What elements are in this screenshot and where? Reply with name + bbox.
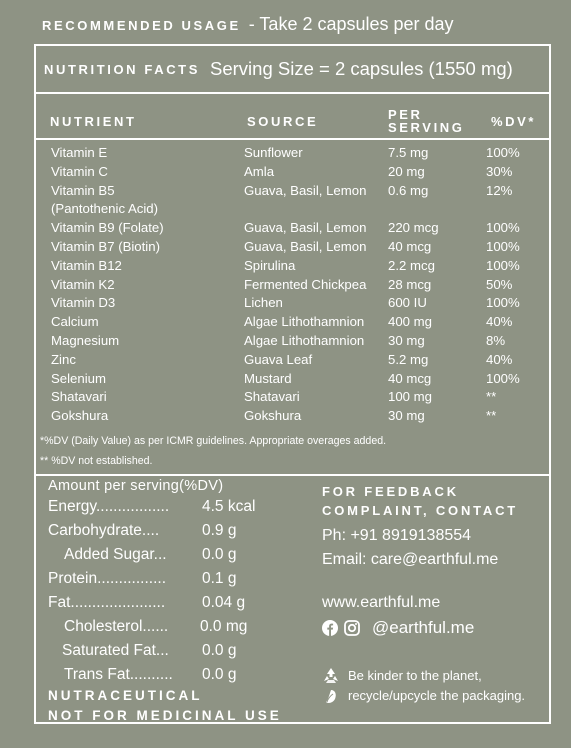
dv-cell: 100% xyxy=(486,370,520,386)
nutrient-cell: Vitamin B5 xyxy=(51,182,115,198)
table-row xyxy=(36,182,549,201)
table-row xyxy=(36,163,549,182)
table-row xyxy=(36,407,549,426)
footnote-not-established: ** %DV not established. xyxy=(40,455,153,467)
amount-label: Fat...................... xyxy=(48,594,166,611)
nutrition-facts-header xyxy=(36,46,549,94)
table-row xyxy=(36,276,549,295)
table-row xyxy=(36,388,549,407)
source-cell: Sunflower xyxy=(244,145,303,160)
recycle-text xyxy=(348,666,525,706)
nutrient-cell: Gokshura xyxy=(51,408,109,424)
amount-cell: 2.2 mcg xyxy=(388,257,435,273)
amount-cell: 7.5 mg xyxy=(388,145,429,160)
col-per-line2: SERVING xyxy=(388,120,465,135)
facebook-icon[interactable] xyxy=(322,620,338,636)
amount-label: Saturated Fat... xyxy=(62,642,169,659)
footnote-divider xyxy=(36,474,549,476)
col-per-serving xyxy=(388,106,464,136)
nutrient-cell: Magnesium xyxy=(51,332,120,348)
col-dv: %DV* xyxy=(491,113,537,129)
nutrition-panel xyxy=(34,44,551,724)
dv-cell: 40% xyxy=(486,314,513,330)
amount-label: Trans Fat.......... xyxy=(64,666,173,683)
amount-label: Protein................ xyxy=(48,570,167,587)
nutrient-table xyxy=(36,144,549,426)
usage-label: RECOMMENDED USAGE xyxy=(42,18,241,33)
footnote-dv: *%DV (Daily Value) as per ICMR guidelines. Appropriate overages added. xyxy=(40,435,387,447)
amount-cell: 40 mcg xyxy=(388,370,432,386)
amount-cell: 40 mcg xyxy=(388,238,432,254)
source-cell: Shatavari xyxy=(244,389,300,405)
amount-cell: 0.6 mg xyxy=(388,182,429,198)
amount-value: 0.9 g xyxy=(202,522,237,539)
dv-cell: 12% xyxy=(486,182,513,198)
nutrient-cell: Vitamin E xyxy=(51,145,108,160)
recycle-note xyxy=(322,666,525,706)
dv-cell: ** xyxy=(486,408,497,424)
nutrient-cell: Vitamin B7 (Biotin) xyxy=(51,238,160,254)
dv-cell: 8% xyxy=(486,332,506,348)
amount-per-serving-title: Amount per serving(%DV) xyxy=(48,478,224,494)
recycle-line2: recycle/upcycle the packaging. xyxy=(348,688,526,703)
feedback-heading: FOR FEEDBACK xyxy=(322,484,459,499)
complaint-heading: COMPLAINT, CONTACT xyxy=(322,503,519,518)
amount-label: Carbohydrate.... xyxy=(48,522,160,539)
amount-cell: 30 mg xyxy=(388,408,425,424)
source-cell: Amla xyxy=(244,163,275,179)
source-cell: Guava Leaf xyxy=(244,351,313,367)
nutrition-facts-label: NUTRITION FACTS xyxy=(44,61,200,77)
dv-cell: 100% xyxy=(486,295,520,311)
dv-cell: ** xyxy=(486,389,497,405)
nutrient-cell: Calcium xyxy=(51,314,99,330)
table-row xyxy=(36,332,549,351)
table-row xyxy=(36,370,549,389)
source-cell: Guava, Basil, Lemon xyxy=(244,182,367,198)
amount-cell: 600 IU xyxy=(388,295,427,311)
serving-size: Serving Size = 2 capsules (1550 mg) xyxy=(210,58,513,79)
nutrient-cell: Vitamin B9 (Folate) xyxy=(51,220,164,236)
amount-value: 0.0 g xyxy=(202,642,237,659)
table-row xyxy=(36,313,549,332)
recycle-line1: Be kinder to the planet, xyxy=(348,668,482,683)
dv-cell: 100% xyxy=(486,238,520,254)
table-row xyxy=(36,219,549,238)
header-divider xyxy=(36,138,549,140)
amount-value: 0.04 g xyxy=(202,594,246,611)
amount-cell: 100 mg xyxy=(388,389,432,405)
amount-cell: 220 mcg xyxy=(388,220,439,236)
table-row xyxy=(36,144,549,163)
source-cell: Algae Lithothamnion xyxy=(244,314,365,330)
social-handle[interactable]: @earthful.me xyxy=(372,618,475,637)
source-cell: Guava, Basil, Lemon xyxy=(244,220,367,236)
amount-value: 0.0 g xyxy=(202,546,237,563)
website-link[interactable]: www.earthful.me xyxy=(322,594,441,611)
usage-text: - Take 2 capsules per day xyxy=(248,14,454,34)
col-per-line1: PER xyxy=(388,107,423,122)
social-handle-row[interactable] xyxy=(322,618,474,638)
email-address[interactable]: Email: care@earthful.me xyxy=(322,551,499,568)
dv-cell: 30% xyxy=(486,163,513,179)
source-cell: Fermented Chickpea xyxy=(244,276,367,292)
dv-cell: 100% xyxy=(486,257,520,273)
amount-value: 0.0 mg xyxy=(200,618,248,635)
recommended-usage xyxy=(42,14,454,40)
source-cell: Spirulina xyxy=(244,257,296,273)
table-row xyxy=(36,351,549,370)
nutrient-cell: (Pantothenic Acid) xyxy=(51,201,159,217)
not-medicinal-label: NOT FOR MEDICINAL USE xyxy=(48,708,282,723)
col-source: SOURCE xyxy=(247,113,319,129)
amount-label: Added Sugar... xyxy=(64,546,167,563)
source-cell: Gokshura xyxy=(244,408,302,424)
instagram-icon[interactable] xyxy=(344,620,360,636)
amount-cell: 20 mg xyxy=(388,163,425,179)
nutrient-cell: Vitamin K2 xyxy=(51,276,115,292)
dv-cell: 50% xyxy=(486,276,513,292)
nutrient-cell: Vitamin D3 xyxy=(51,295,116,311)
nutrient-cell: Shatavari xyxy=(51,389,107,405)
amount-label: Energy................. xyxy=(48,498,170,515)
nutraceutical-label: NUTRACEUTICAL xyxy=(48,688,203,703)
source-cell: Guava, Basil, Lemon xyxy=(244,238,367,254)
phone-number[interactable]: Ph: +91 8919138554 xyxy=(322,527,472,544)
table-row xyxy=(36,238,549,257)
source-cell: Algae Lithothamnion xyxy=(244,332,365,348)
amount-value: 0.1 g xyxy=(202,570,237,587)
amount-value: 0.0 g xyxy=(202,666,237,683)
amount-cell: 400 mg xyxy=(388,314,432,330)
dv-cell: 100% xyxy=(486,145,520,160)
nutrient-cell: Selenium xyxy=(51,370,106,386)
amount-cell: 30 mg xyxy=(388,332,425,348)
dv-cell: 40% xyxy=(486,351,513,367)
amount-value: 4.5 kcal xyxy=(202,498,256,515)
amount-cell: 28 mcg xyxy=(388,276,432,292)
amount-label: Cholesterol...... xyxy=(64,618,169,635)
table-row xyxy=(36,257,549,276)
table-row xyxy=(36,294,549,313)
col-nutrient: NUTRIENT xyxy=(50,113,137,129)
nutrient-cell: Zinc xyxy=(51,351,76,367)
source-cell: Lichen xyxy=(244,295,283,311)
table-row xyxy=(36,200,549,219)
source-cell: Mustard xyxy=(244,370,292,386)
nutrient-cell: Vitamin B12 xyxy=(51,257,122,273)
dv-cell: 100% xyxy=(486,220,520,236)
recycle-icon xyxy=(322,666,340,706)
amount-cell: 5.2 mg xyxy=(388,351,429,367)
nutrient-cell: Vitamin C xyxy=(51,163,108,179)
